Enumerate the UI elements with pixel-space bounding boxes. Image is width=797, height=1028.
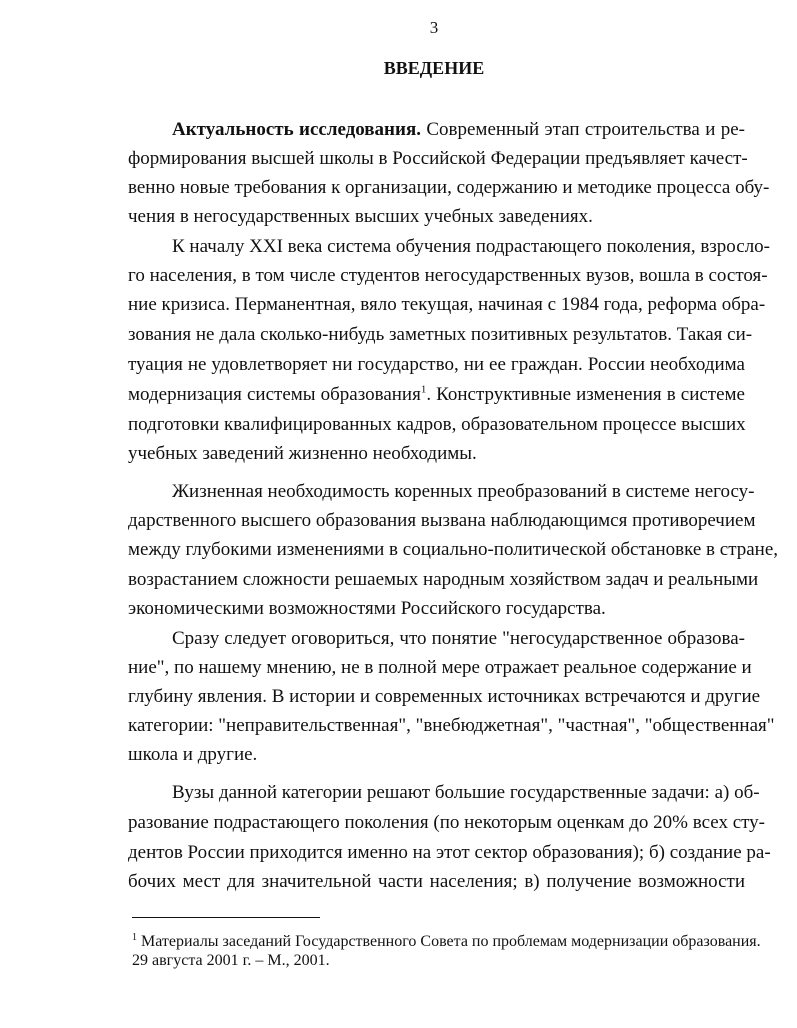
text-line: чения в негосударственных высших учебных заведениях.	[128, 206, 593, 227]
footnote-line: 29 августа 2001 г. – М., 2001.	[132, 952, 330, 969]
text-line: дарственного высшего образования вызвана наблюдающимся противоречием	[128, 510, 756, 531]
section-heading: ВВЕДЕНИЕ	[383, 58, 485, 78]
text-line: го населения, в том числе студентов негосударственных вузов, вошла в состоя-	[128, 265, 768, 286]
page-number: 3	[429, 18, 439, 37]
text-line: венно новые требования к организации, содержанию и методике процесса обу-	[128, 177, 770, 198]
footnote-marker: 1	[132, 931, 137, 943]
footnote-line	[132, 931, 761, 952]
text-line: учебных заведений жизненно необходимы.	[128, 443, 477, 464]
footnote-divider	[132, 917, 320, 918]
text-line: категории: "неправительственная", "внебюджетная", "частная", "общественная"	[128, 715, 775, 736]
text-line: ние кризиса. Перманентная, вяло текущая, начиная с 1984 года, реформа обра-	[128, 294, 766, 315]
text-line: разование подрастающего поколения (по некоторым оценкам до 20% всех сту-	[128, 812, 766, 833]
footnote-text: Материалы заседаний Государственного Совета по проблемам модернизации образования.	[141, 933, 761, 950]
text-line: ние", по нашему мнению, не в полной мере отражает реальное содержание и	[128, 657, 752, 678]
text-line: школа и другие.	[128, 744, 258, 765]
text-line: туация не удовлетворяет ни государство, ни ее граждан. России необходима	[128, 354, 745, 375]
text-line	[128, 380, 745, 410]
text-fragment: модернизация системы образования	[128, 384, 421, 405]
text-line: зования не дала сколько-нибудь заметных позитивных результатов. Такая си-	[128, 324, 753, 345]
text-line: формирования высшей школы в Российской Федерации предъявляет качест-	[128, 148, 748, 169]
text-line: К началу XXI века система обучения подрастающего поколения, взросло-	[172, 236, 771, 257]
text-line: Сразу следует оговориться, что понятие "негосударственное образова-	[172, 628, 745, 649]
text-line: подготовки квалифицированных кадров, образовательном процессе высших	[128, 414, 746, 435]
text-line: глубину явления. В истории и современных источниках встречаются и другие	[128, 686, 761, 707]
text-fragment: Современный этап строительства и ре-	[420, 119, 745, 140]
text-line	[172, 115, 745, 145]
text-fragment: . Конструктивные изменения в системе	[426, 384, 745, 405]
text-line: между глубокими изменениями в социально-политической обстановке в стране,	[128, 539, 779, 560]
text-line: бочих мест для значительной части населения; в) получение возможности	[128, 871, 745, 892]
text-line: Жизненная необходимость коренных преобразований в системе негосу-	[172, 481, 755, 502]
footnote-reference[interactable]: 1	[420, 383, 427, 396]
text-line: экономическими возможностями Российского государства.	[128, 598, 606, 619]
text-line: Вузы данной категории решают большие государственные задачи: а) об-	[172, 782, 760, 803]
text-line: возрастанием сложности решаемых народным хозяйством задач и реальными	[128, 569, 759, 590]
text-line: дентов России приходится именно на этот сектор образования); б) создание ра-	[128, 842, 771, 863]
lead-term: Актуальность исследования.	[172, 119, 421, 140]
